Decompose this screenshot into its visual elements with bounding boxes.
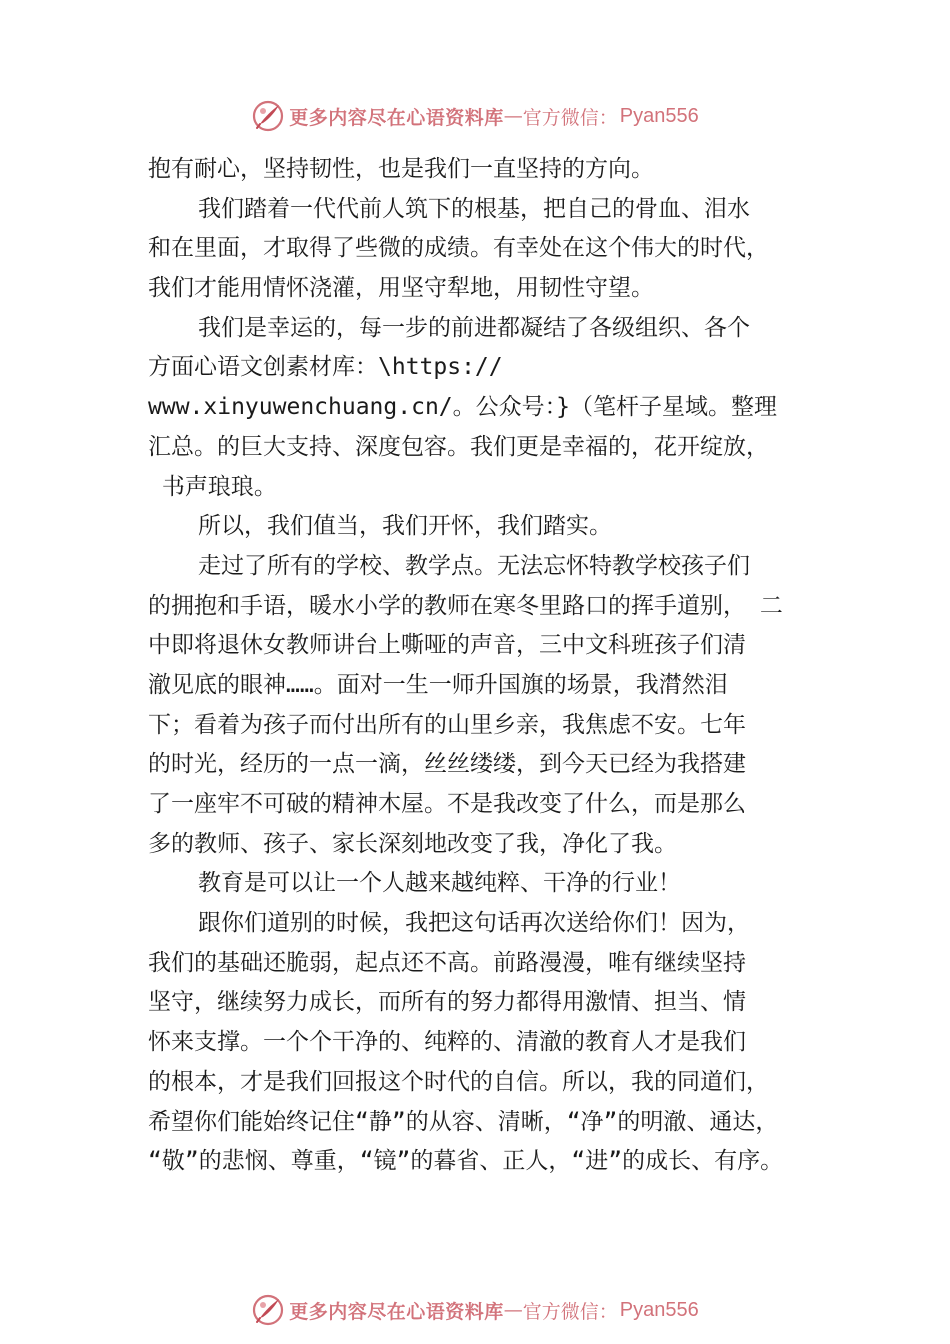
body-line: 跟你们道别的时候，我把这句话再次送给你们！因为， — [198, 910, 750, 937]
body-line: 希望你们能始终记住“静”的从容、清晰，“净”的明澈、通达， — [148, 1108, 779, 1135]
footer-brand: 更多内容尽在心语资料库 — [289, 1300, 504, 1323]
body-line: 的时光，经历的一点一滴，丝丝缕缕，到今天已经为我搭建 — [148, 751, 746, 778]
header-separator: — — [503, 105, 523, 127]
body-line: 的拥抱和手语，暖水小学的教师在寒冬里路口的挥手道别， 二 — [148, 592, 783, 619]
footer-banner — [0, 1288, 950, 1332]
body-line: 我们踏着一代代前人筑下的根基，把自己的骨血、泪水 — [198, 195, 750, 222]
header-brand: 更多内容尽在心语资料库 — [289, 106, 504, 129]
body-line: 多的教师、孩子、家长深刻地改变了我，净化了我。 — [148, 830, 677, 857]
footer-wechat-label: 官方微信： — [522, 1300, 618, 1323]
footer-wechat-id: Pyan556 — [619, 1298, 699, 1321]
body-line: 了一座牢不可破的精神木屋。不是我改变了什么，而是那么 — [148, 791, 746, 817]
body-line: 所以，我们值当，我们开怀，我们踏实。 — [198, 513, 612, 540]
body-line: 抱有耐心，坚持韧性，也是我们一直坚持的方向。 — [148, 156, 654, 182]
body-line: 汇总。的巨大支持、深度包容。我们更是幸福的，花开绽放， — [148, 433, 769, 460]
body-line: 我们是幸运的，每一步的前进都凝结了各级组织、各个 — [198, 314, 750, 341]
body-line: 的根本，才是我们回报这个时代的自信。所以，我的同道们， — [148, 1068, 769, 1095]
body-line: 我们才能用情怀浇灌，用坚守犁地，用韧性守望。 — [148, 275, 654, 302]
header-wechat-id: Pyan556 — [619, 104, 699, 127]
body-line: 澈见底的眼神……。面对一生一师升国旗的场景，我潸然泪 — [148, 671, 728, 698]
body-line: 怀来支撑。一个个干净的、纯粹的、清澈的教育人才是我们 — [148, 1029, 746, 1056]
body-line: 坚守，继续努力成长，而所有的努力都得用激情、担当、情 — [148, 989, 746, 1016]
body-line: 方面心语文创素材库：\https:// — [148, 354, 503, 381]
body-line: 中即将退休女教师讲台上嘶哑的声音，三中文科班孩子们清 — [148, 632, 746, 659]
body-line: 我们的基础还脆弱，起点还不高。前路漫漫，唯有继续坚持 — [148, 949, 746, 976]
quill-pen-logo-icon — [251, 99, 285, 133]
body-line: 和在里面，才取得了些微的成绩。有幸处在这个伟大的时代， — [148, 235, 769, 262]
body-line: 书声琅琅。 — [148, 473, 277, 500]
header-banner — [0, 94, 950, 138]
body-line: www.xinyuwenchuang.cn/。公众号：}（笔杆子星域。整理 — [148, 394, 777, 421]
footer-separator: — — [503, 1299, 523, 1321]
body-line: 走过了所有的学校、教学点。无法忘怀特教学校孩子们 — [198, 552, 750, 579]
body-line: 下；看着为孩子而付出所有的山里乡亲，我焦虑不安。七年 — [148, 711, 746, 738]
document-body — [148, 150, 828, 1182]
body-line: “敬”的悲悯、尊重，“镜”的暮省、正人，“进”的成长、有序。 — [148, 1148, 784, 1175]
body-line: 教育是可以让一个人越来越纯粹、干净的行业！ — [198, 870, 681, 897]
header-wechat-label: 官方微信： — [522, 106, 618, 129]
quill-pen-logo-icon — [251, 1293, 285, 1327]
